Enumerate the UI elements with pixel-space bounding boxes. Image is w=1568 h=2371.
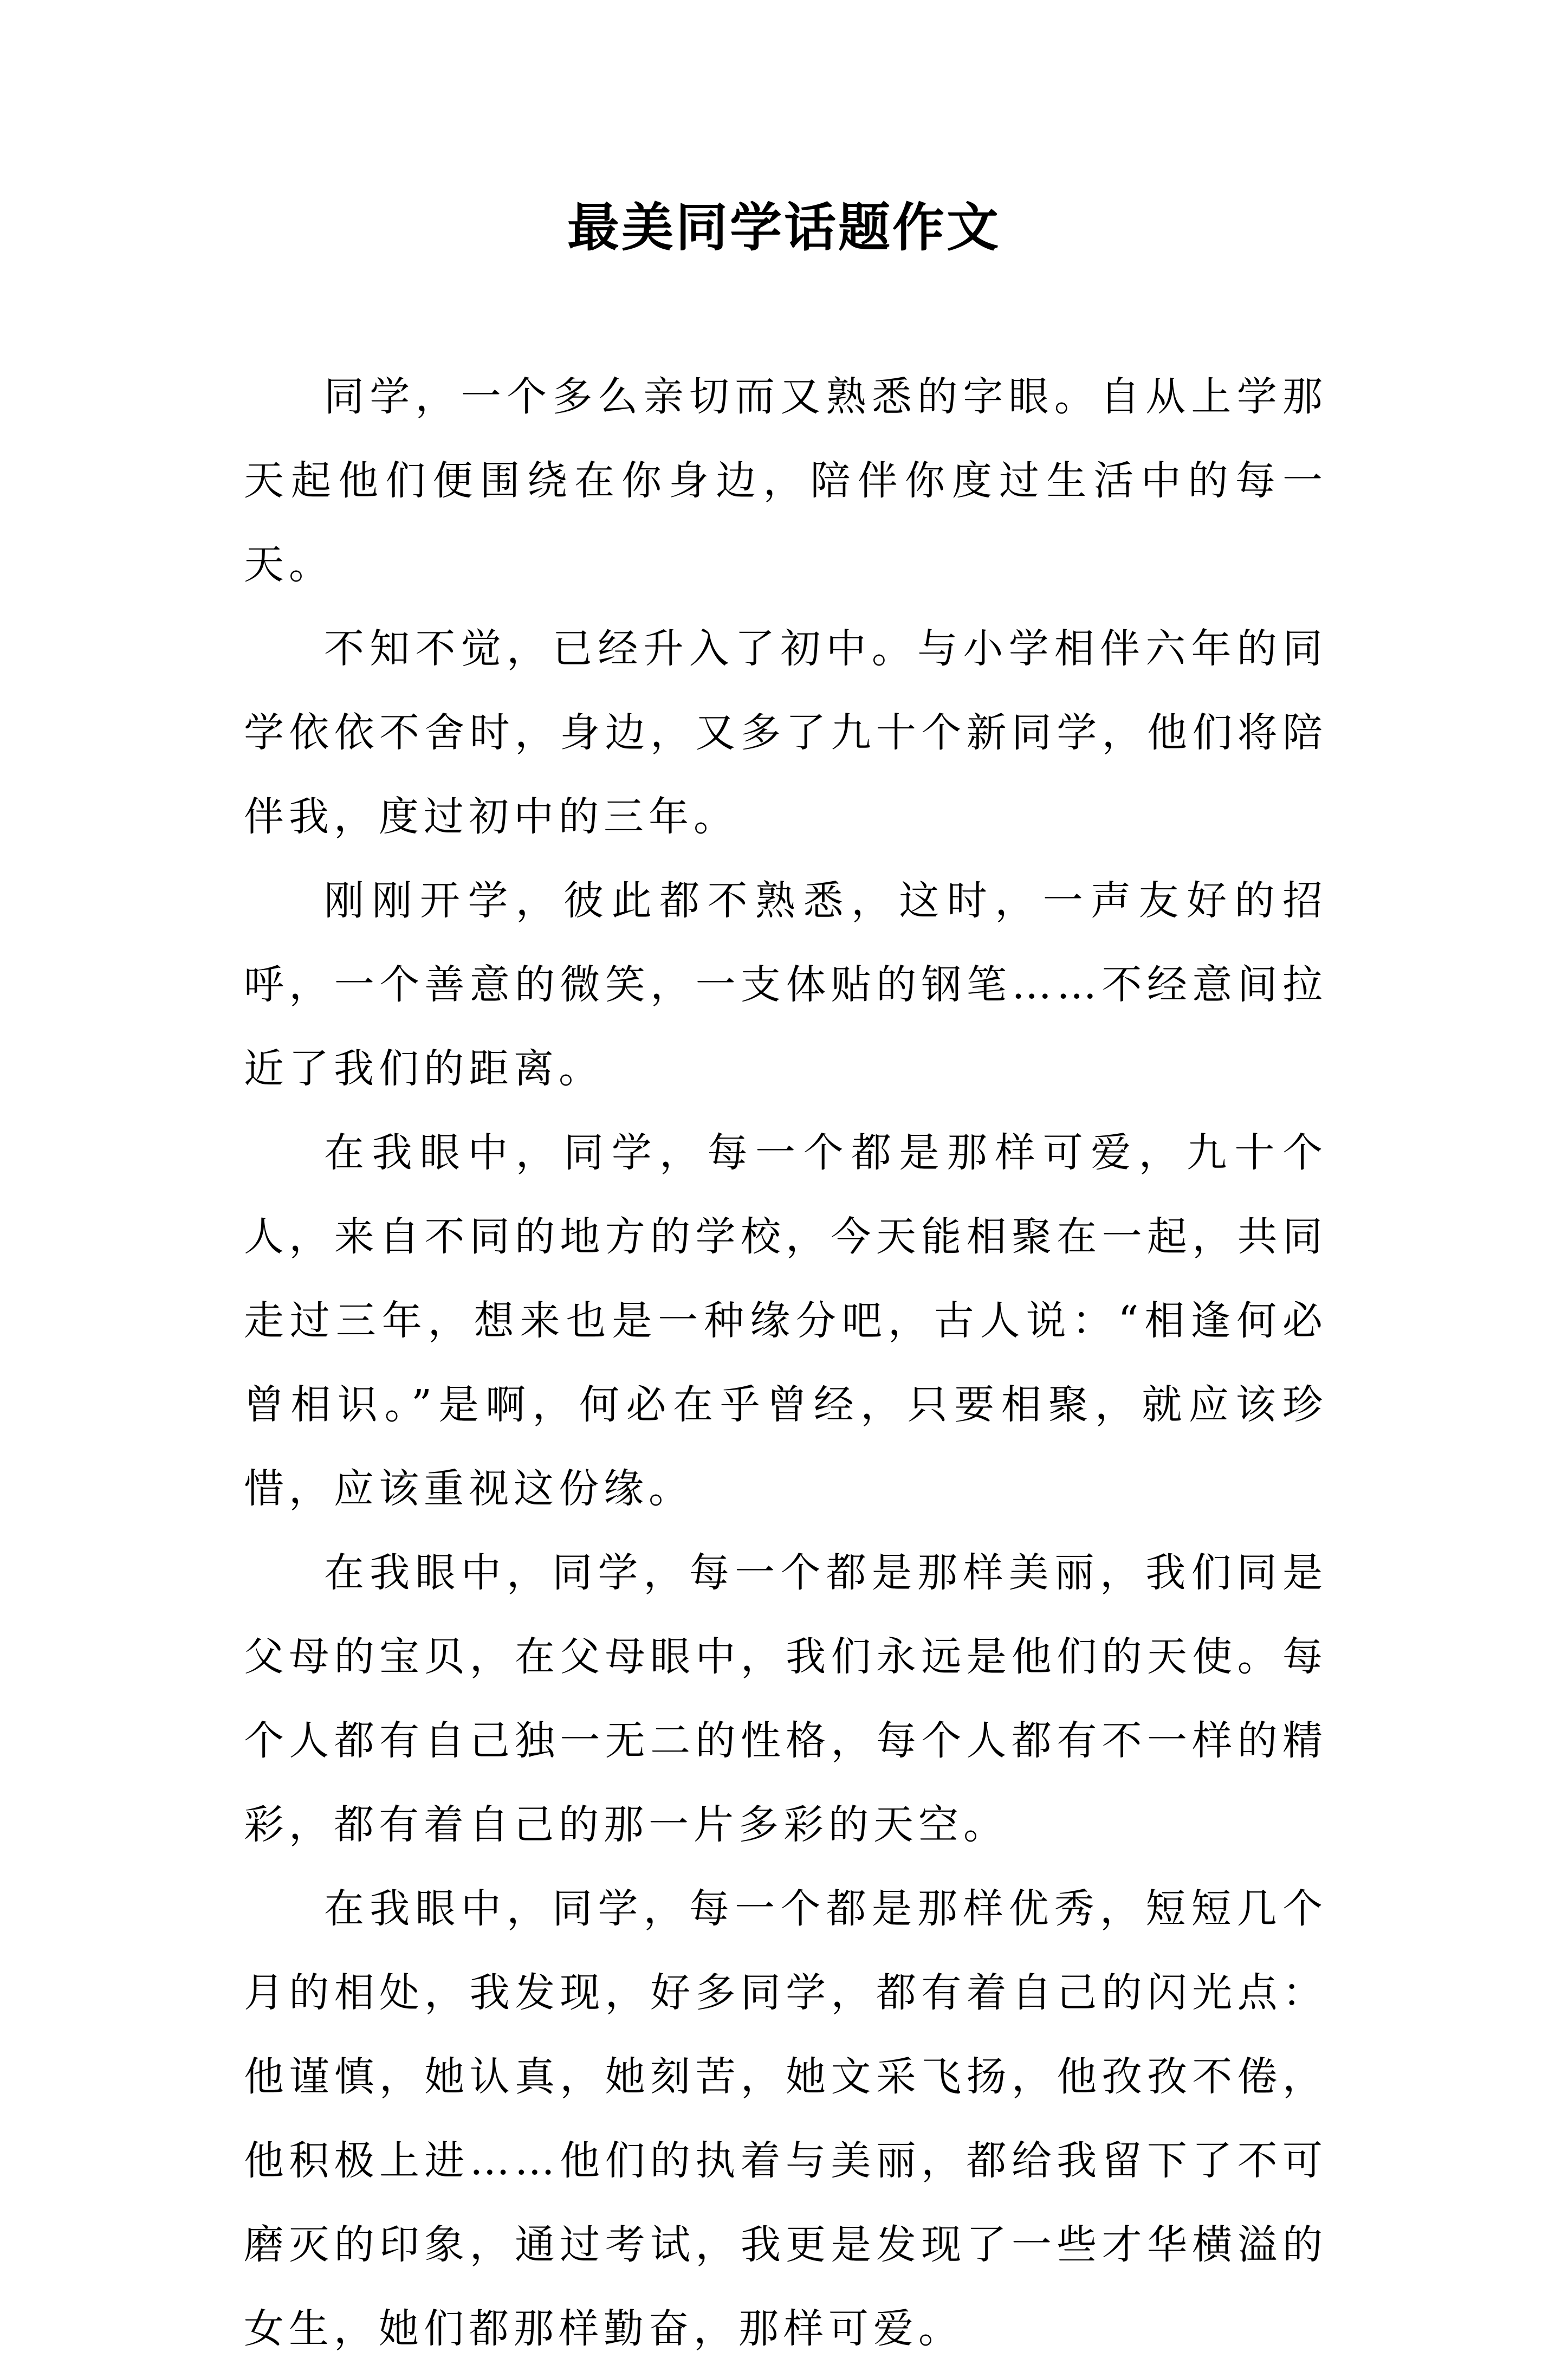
paragraph-5: 在我眼中，同学，每一个都是那样美丽，我们同是父母的宝贝，在父母眼中，我们永远是他们的天使。每个人都有自己独一无二的性格，每个人都有不一样的精彩，都有着自己的那一片多彩的天空。	[244, 1549, 1327, 1848]
document-body	[244, 355, 1327, 2371]
paragraph-3: 刚刚开学，彼此都不熟悉，这时，一声友好的招呼，一个善意的微笑，一支体贴的钢笔……不经意间拉近了我们的距离。	[244, 877, 1327, 1092]
document-title: 最美同学话题作文	[567, 197, 1001, 258]
paragraph-1: 同学，一个多么亲切而又熟悉的字眼。自从上学那天起他们便围绕在你身边，陪伴你度过生活中的每一天。	[244, 373, 1327, 588]
paragraph-6: 在我眼中，同学，每一个都是那样优秀，短短几个月的相处，我发现，好多同学，都有着自己的闪光点：他谨慎，她认真，她刻苦，她文采飞扬，他孜孜不倦，他积极上进……他们的执着与美丽，都给我留下了不可磨灭的印象，通过考试，我更是发现了一些才华横溢的女生，她们都那样勤奋，那样可爱。	[244, 1885, 1327, 2352]
paragraph-4: 在我眼中，同学，每一个都是那样可爱，九十个人，来自不同的地方的学校，今天能相聚在一起，共同走过三年，想来也是一种缘分吧，古人说：“相逢何必曾相识。”是啊，何必在乎曾经，只要相聚，就应该珍惜，应该重视这份缘。	[244, 1129, 1327, 1512]
paragraph-2: 不知不觉，已经升入了初中。与小学相伴六年的同学依依不舍时，身边，又多了九十个新同学，他们将陪伴我，度过初中的三年。	[244, 625, 1327, 840]
